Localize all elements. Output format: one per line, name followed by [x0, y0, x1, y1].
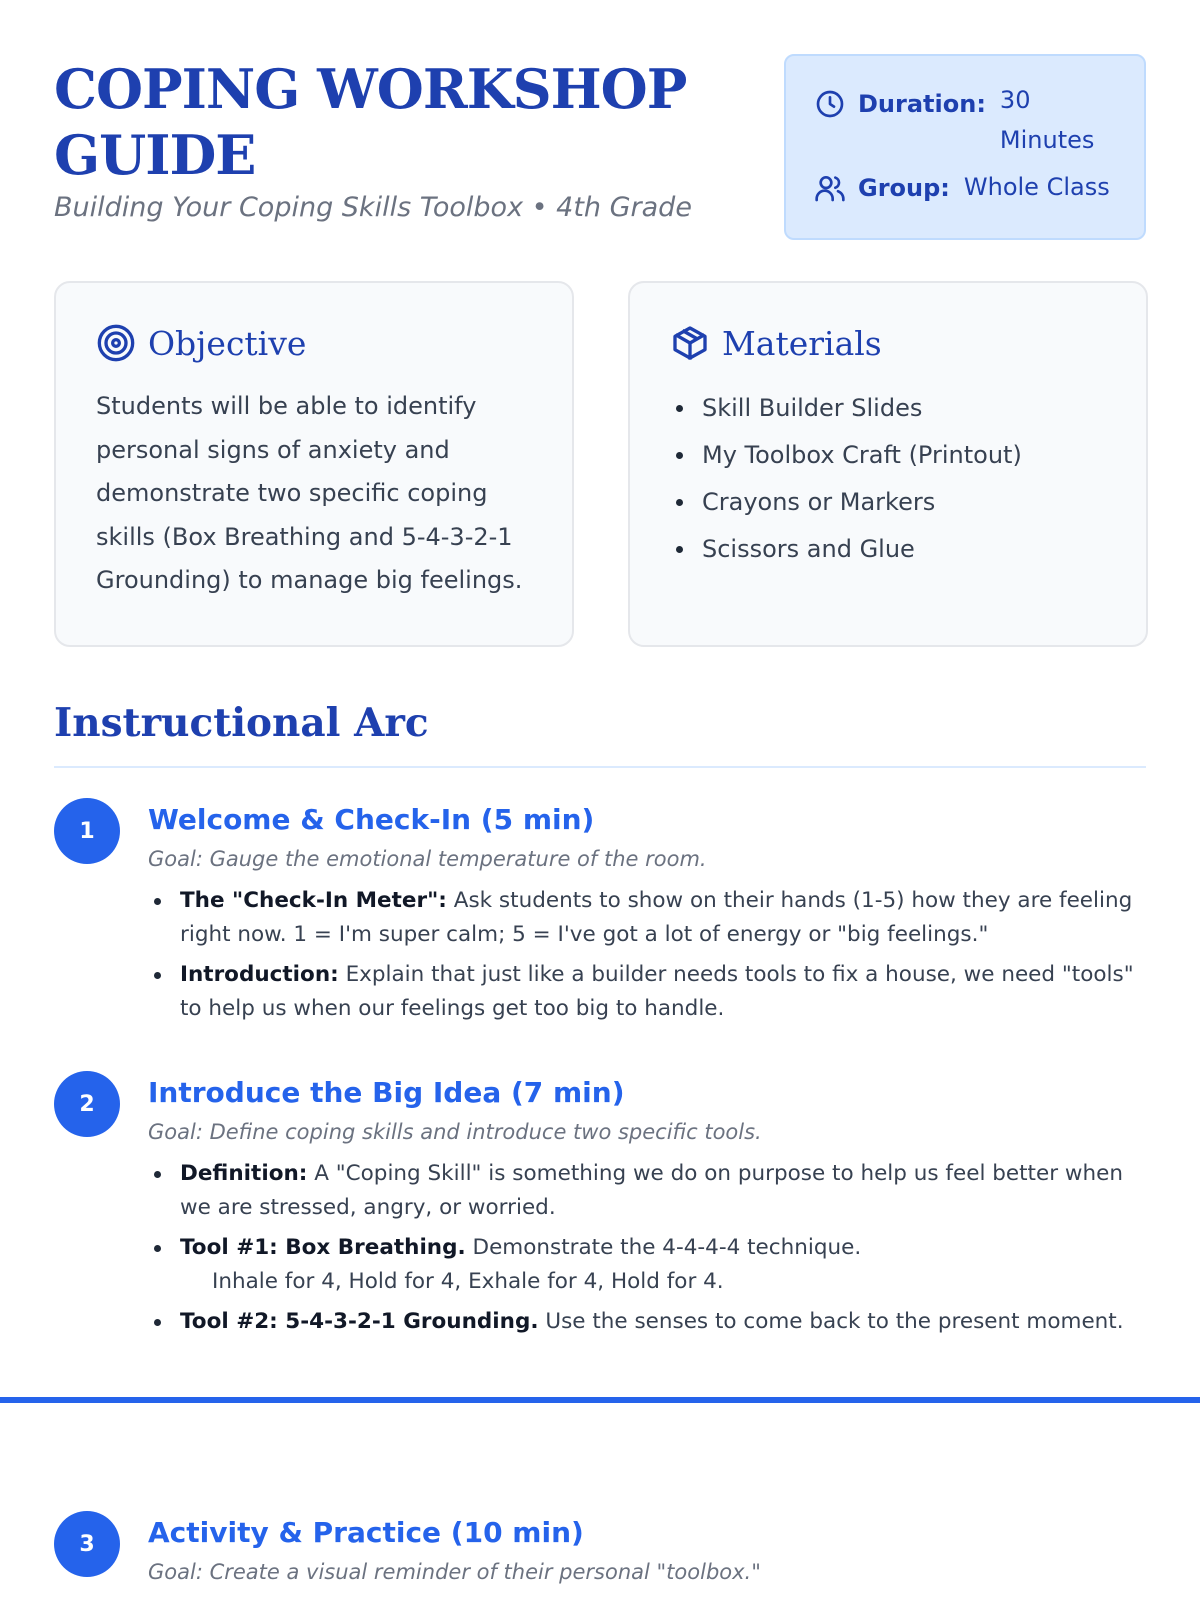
list-item: Scissors and Glue [670, 526, 1106, 573]
item-bold: The "Check-In Meter": [180, 888, 447, 913]
page-title: COPING WORKSHOP GUIDE [54, 57, 687, 187]
step-1 [54, 798, 1146, 1032]
objective-heading [96, 323, 532, 363]
step-goal: Goal: Create a visual reminder of their personal "toolbox." [148, 1560, 761, 1584]
step-list [148, 884, 1146, 1026]
page-subtitle: Building Your Coping Skills Toolbox • 4th Grade [54, 192, 692, 223]
step-2 [54, 1071, 1146, 1345]
step-number: 1 [54, 798, 120, 864]
objective-card [54, 281, 574, 647]
step-number: 3 [54, 1511, 120, 1577]
item-bold: Tool #2: 5-4-3-2-1 Grounding. [180, 1309, 539, 1334]
list-item [148, 884, 1146, 952]
list-item [148, 1305, 1146, 1339]
duration-label: Duration: [858, 90, 986, 118]
materials-list [670, 385, 1106, 573]
item-subtext: Inhale for 4, Hold for 4, Exhale for 4, Hold for 4. [212, 1269, 724, 1294]
list-item: Crayons or Markers [670, 479, 1106, 526]
materials-title: Materials [722, 323, 882, 363]
objective-title: Objective [148, 323, 307, 363]
step-title: Welcome & Check-In (5 min) [148, 803, 595, 836]
step-title: Activity & Practice (10 min) [148, 1516, 584, 1549]
item-text: Use the senses to come back to the present moment. [538, 1309, 1124, 1334]
duration-value: 30 Minutes [999, 86, 1095, 154]
materials-heading [670, 323, 1106, 363]
item-text: A "Coping Skill" is something we do on purpose to help us feel better when we are stressed, angry, or worried. [180, 1161, 1123, 1220]
header [54, 56, 754, 223]
users-icon [814, 172, 846, 204]
list-item [148, 1231, 1146, 1299]
duration-row [814, 80, 1116, 160]
info-box [784, 54, 1146, 240]
clock-icon [814, 88, 846, 120]
box-icon [670, 323, 710, 363]
item-bold: Tool #1: Box Breathing. [180, 1235, 466, 1260]
group-label: Group: [858, 174, 950, 202]
list-item [148, 1157, 1146, 1225]
list-item [148, 958, 1146, 1026]
target-icon [96, 323, 136, 363]
step-title: Introduce the Big Idea (7 min) [148, 1076, 625, 1109]
item-bold: Definition: [180, 1161, 308, 1186]
step-3 [54, 1511, 1146, 1589]
step-goal: Goal: Define coping skills and introduce two specific tools. [148, 1120, 762, 1144]
group-row [814, 168, 1116, 206]
step-number: 2 [54, 1071, 120, 1137]
section-divider [54, 766, 1146, 768]
list-item: My Toolbox Craft (Printout) [670, 432, 1106, 479]
section-title: Instructional Arc [54, 700, 429, 746]
objective-text: Students will be able to identify personal signs of anxiety and demonstrate two specific coping skills (Box Breathing and 5-4-3-2-1 Grounding) to manage big feelings. [96, 392, 523, 594]
item-text: Demonstrate the 4-4-4-4 technique. [465, 1235, 862, 1260]
item-bold: Introduction: [180, 962, 339, 987]
list-item: Skill Builder Slides [670, 385, 1106, 432]
group-value: Whole Class [963, 173, 1110, 201]
item-text: Ask students to show on their hands (1-5) how they are feeling right now. 1 = I'm super calm; 5 = I've got a lot of energy or "big feelings." [180, 888, 1133, 947]
item-text: Explain that just like a builder needs tools to fix a house, we need "tools" to help us when our feelings get too big to handle. [180, 962, 1134, 1021]
materials-card [628, 281, 1148, 647]
step-list [148, 1157, 1146, 1339]
step-goal: Goal: Gauge the emotional temperature of the room. [148, 847, 707, 871]
page-break-divider [0, 1397, 1200, 1403]
